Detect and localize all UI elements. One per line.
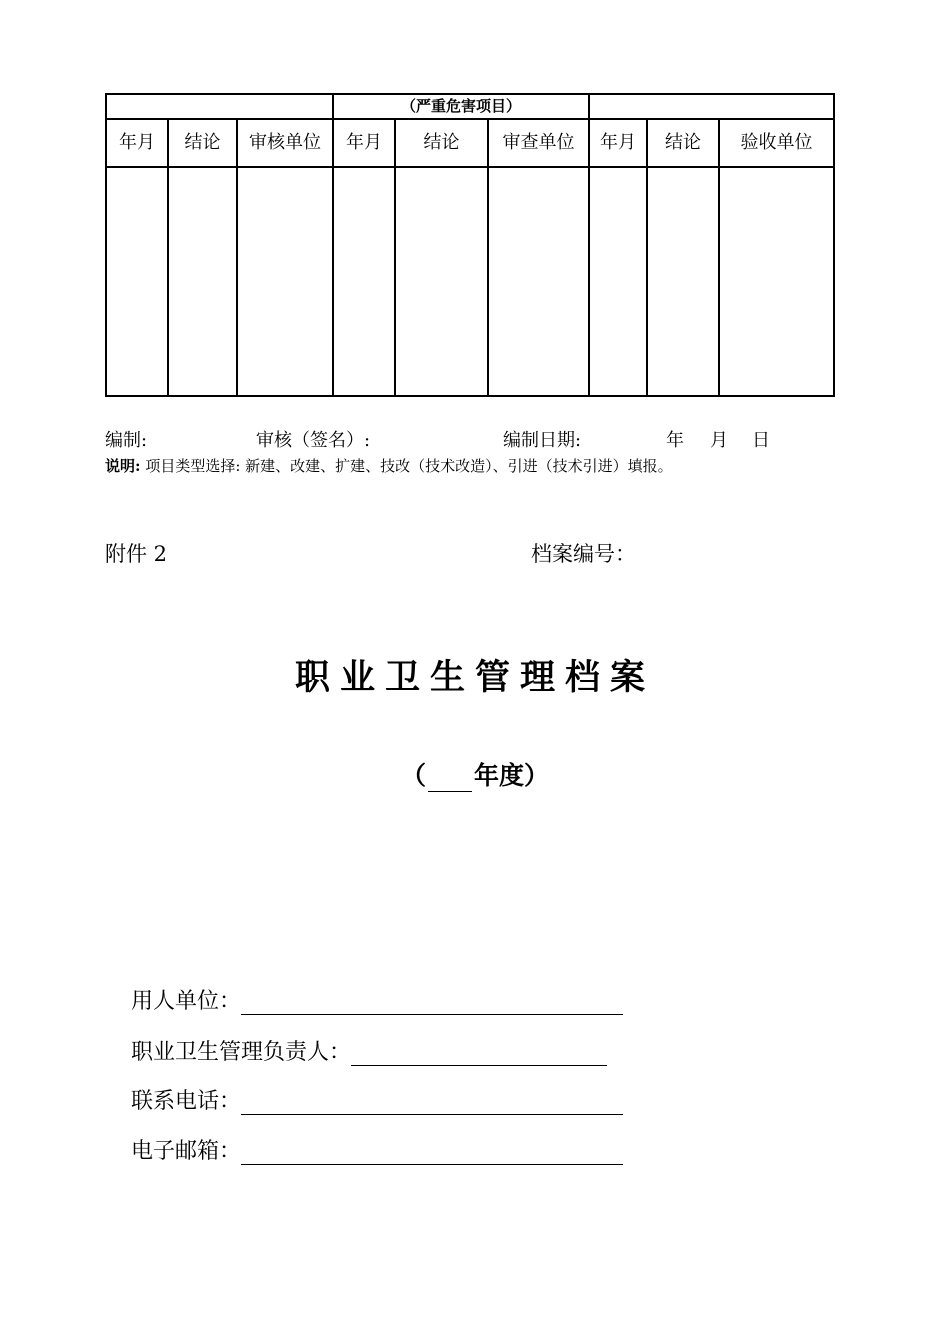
email-input-line[interactable] bbox=[241, 1138, 623, 1165]
table-cell[interactable] bbox=[488, 167, 589, 396]
column-header: 结论 bbox=[168, 119, 237, 167]
date-month-label: 月 bbox=[710, 430, 728, 451]
column-header: 年月 bbox=[333, 119, 395, 167]
reviewer-label: 审核（签名）: bbox=[256, 430, 371, 451]
table-cell[interactable] bbox=[719, 167, 834, 396]
column-header: 结论 bbox=[647, 119, 719, 167]
archive-number-label: 档案编号： bbox=[531, 542, 636, 566]
table-group-row bbox=[106, 94, 834, 119]
compiler-label: 编制: bbox=[105, 430, 148, 451]
compile-date-label: 编制日期: bbox=[503, 430, 582, 451]
group-header-1 bbox=[106, 94, 333, 119]
document-title: 职业卫生管理档案 bbox=[294, 657, 655, 698]
phone-input-line[interactable] bbox=[241, 1088, 623, 1115]
phone-label: 联系电话： bbox=[131, 1089, 242, 1114]
field-manager bbox=[131, 1035, 607, 1066]
field-employer bbox=[131, 984, 623, 1015]
attachment-label: 附件 2 bbox=[105, 542, 168, 566]
date-day-label: 日 bbox=[752, 430, 770, 451]
note bbox=[105, 455, 673, 476]
date-year-label: 年 bbox=[666, 430, 684, 451]
manager-input-line[interactable] bbox=[351, 1039, 607, 1066]
project-review-table bbox=[105, 93, 835, 397]
email-label: 电子邮箱： bbox=[131, 1139, 242, 1164]
year-line bbox=[0, 756, 950, 792]
note-label: 说明: bbox=[105, 457, 141, 475]
year-open-paren: （ bbox=[400, 761, 426, 790]
column-header: 年月 bbox=[106, 119, 168, 167]
column-header: 结论 bbox=[395, 119, 488, 167]
group-header-2: （严重危害项目） bbox=[333, 94, 589, 119]
employer-input-line[interactable] bbox=[241, 988, 623, 1015]
year-suffix: 年度） bbox=[474, 761, 550, 790]
group-header-3 bbox=[589, 94, 834, 119]
column-header: 审核单位 bbox=[237, 119, 333, 167]
table-cell[interactable] bbox=[333, 167, 395, 396]
table-cell[interactable] bbox=[647, 167, 719, 396]
note-text: 项目类型选择: 新建、改建、扩建、技改（技术改造）、引进（技术引进）填报。 bbox=[145, 457, 673, 475]
column-header: 验收单位 bbox=[719, 119, 834, 167]
manager-label: 职业卫生管理负责人： bbox=[131, 1040, 352, 1065]
table-cell[interactable] bbox=[168, 167, 237, 396]
table-row bbox=[106, 167, 834, 396]
year-blank[interactable] bbox=[428, 765, 472, 792]
table-cell[interactable] bbox=[589, 167, 647, 396]
table-cell[interactable] bbox=[237, 167, 333, 396]
field-phone bbox=[131, 1084, 623, 1115]
table-header-row bbox=[106, 119, 834, 167]
column-header: 审查单位 bbox=[488, 119, 589, 167]
column-header: 年月 bbox=[589, 119, 647, 167]
table-cell[interactable] bbox=[106, 167, 168, 396]
table-cell[interactable] bbox=[395, 167, 488, 396]
field-email bbox=[131, 1134, 623, 1165]
employer-label: 用人单位： bbox=[131, 989, 242, 1014]
